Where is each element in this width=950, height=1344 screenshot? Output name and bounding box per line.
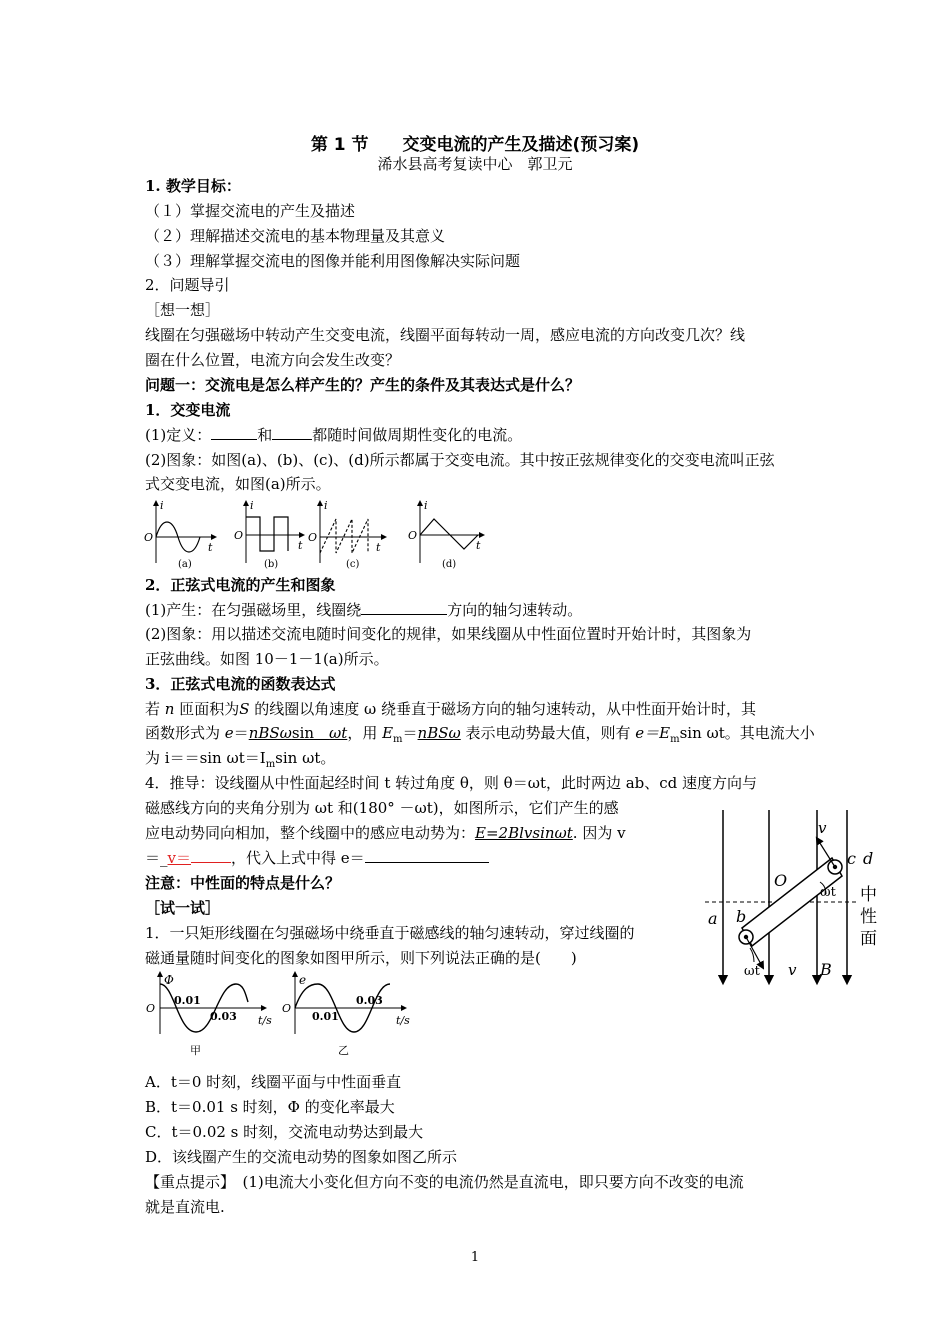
question-one-heading: 问题一：交流电是怎么样产生的？产生的条件及其表达式是什么？ — [145, 376, 581, 394]
graph-a — [144, 499, 214, 570]
derivation-line — [145, 822, 626, 844]
variable-e: e — [224, 724, 234, 742]
graph-caption: (b) — [264, 559, 279, 570]
production-text: 方向的轴匀速转动。 — [447, 601, 583, 619]
label-B: B — [820, 960, 832, 979]
section-heading: 3．正弦式电流的函数表达式 — [145, 675, 336, 693]
author-line: 浠水县高考复读中心 郭卫元 — [377, 155, 573, 173]
text: 函数形式为 — [145, 724, 225, 742]
question-text: 1．一只矩形线圈在匀强磁场中绕垂直于磁感线的轴匀速转动，穿过线圈的 — [145, 924, 635, 942]
fill-blank[interactable] — [272, 424, 312, 440]
think-text: 线圈在匀强磁场中转动产生交变电流，线圈平面每转动一周，感应电流的方向改变几次？线 — [145, 326, 746, 344]
variable-n: n — [164, 700, 175, 718]
formula-answer: E=2Blvsinωt — [475, 824, 573, 842]
axis-label-t: t — [298, 539, 303, 552]
tip-line: 就是直流电. — [145, 1198, 225, 1216]
text: sin ωt。 — [275, 749, 336, 767]
section-heading: 1．交变电流 — [145, 401, 231, 419]
derivation-line — [145, 847, 489, 869]
section-heading: 2．正弦式电流的产生和图象 — [145, 576, 336, 594]
production-text: (1)产生：在匀强磁场里，线圈绕 — [145, 601, 362, 619]
objective-item: （３）理解掌握交流电的图像并能利用图像解决实际问题 — [145, 252, 521, 270]
objective-item: （１）掌握交流电的产生及描述 — [145, 202, 356, 220]
definition-text: 都随时间做周期性变化的电流。 — [312, 426, 523, 444]
label-c: c — [847, 849, 856, 868]
option-d[interactable]: D．该线圈产生的交流电动势的图象如图乙所示 — [145, 1148, 458, 1166]
fill-blank[interactable] — [211, 424, 257, 440]
label-neutral-plane: 面 — [860, 929, 877, 949]
graph-c — [308, 499, 384, 570]
text: e＝E — [635, 724, 671, 742]
flux-emf-graphs — [140, 968, 430, 1058]
label-o: O — [774, 871, 788, 890]
objective-item: （２）理解描述交流电的基本物理量及其意义 — [145, 227, 446, 245]
option-c[interactable]: C．t＝0.02 s 时刻，交流电动势达到最大 — [145, 1123, 424, 1141]
formula-answer: ωt — [329, 724, 348, 742]
subscript: m — [265, 759, 276, 770]
tick-label: 0.01 — [174, 994, 201, 1007]
text: ，用 — [347, 724, 383, 742]
formula-line — [145, 747, 335, 769]
formula-answer: nBSω — [417, 724, 461, 742]
production-line — [145, 599, 582, 621]
tick-label: 0.01 — [312, 1010, 339, 1023]
axis-label-phi: Φ — [164, 973, 174, 987]
tick-label: 0.03 — [210, 1010, 237, 1023]
origin-label: O — [282, 1002, 292, 1015]
variable-s: S — [239, 700, 250, 718]
page-number: 1 — [470, 1250, 480, 1265]
text: ＝_ — [145, 849, 168, 867]
text: . 因为 v — [572, 824, 626, 842]
label-neutral-plane: 中 — [860, 885, 877, 905]
formula-line — [145, 698, 756, 720]
axis-label-t: t — [208, 541, 213, 554]
origin-label: O — [144, 531, 154, 544]
axis-label-t: t/s — [396, 1014, 410, 1027]
text: sin ωt。其电流大小 — [679, 724, 815, 742]
image-description: 式交变电流，如图(a)所示。 — [145, 475, 331, 493]
graph-caption: (a) — [178, 559, 192, 570]
try-heading: ［试一试］ — [145, 899, 221, 917]
page-title: 第 1 节 交变电流的产生及描述(预习案) — [310, 135, 640, 155]
guide-heading: 2．问题导引 — [145, 276, 230, 294]
axis-label-i: i — [324, 499, 328, 512]
origin-label: O — [234, 529, 244, 542]
graph-description: 正弦曲线。如图 10－1－1(a)所示。 — [145, 650, 389, 668]
definition-label: (1)定义： — [145, 426, 212, 444]
label-neutral-plane: 性 — [860, 907, 877, 927]
tip-text: (1)电流大小变化但方向不变的电流仍然是直流电，即只要方向不改变的电流 — [227, 1173, 744, 1191]
graph-caption: (d) — [442, 559, 457, 570]
text: 的线圈以角速度 ω 绕垂直于磁场方向的轴匀速转动，从中性面开始计时，其 — [249, 700, 757, 718]
coil-figure — [700, 800, 890, 990]
text: 匝面积为 — [174, 700, 240, 718]
label-v: v — [788, 961, 797, 979]
axis-label-t: t — [476, 539, 481, 552]
origin-label: O — [308, 531, 318, 544]
note-line: 注意：中性面的特点是什么？ — [145, 874, 341, 892]
graph-description: (2)图象：用以描述交流电随时间变化的规律，如果线圈从中性面位置时开始计时，其图象为 — [145, 625, 752, 643]
image-description: (2)图象：如图(a)、(b)、(c)、(d)所示都属于交变电流。其中按正弦规律变化的交变电流叫正弦 — [145, 451, 775, 469]
fill-blank[interactable] — [365, 847, 489, 863]
text: 表示电动势最大值，则有 — [460, 724, 636, 742]
text: 应电动势同向相加，整个线圈中的感应电动势为： — [145, 824, 476, 842]
axis-label-e: e — [299, 973, 307, 987]
question-text: 磁通量随时间变化的图象如图甲所示，则下列说法正确的是( ) — [145, 949, 577, 967]
graph-yi — [282, 973, 410, 1057]
definition-line — [145, 424, 522, 446]
label-b: b — [736, 907, 747, 926]
axis-label-i: i — [250, 499, 254, 512]
origin-label: O — [408, 529, 418, 542]
label-omega-t: ωt — [744, 964, 760, 979]
option-a[interactable]: A．t＝0 时刻，线圈平面与中性面垂直 — [145, 1073, 402, 1091]
fill-blank[interactable] — [191, 847, 231, 863]
formula-answer: sin — [291, 724, 330, 742]
waveform-graphs — [140, 495, 500, 575]
text: 若 — [145, 700, 165, 718]
graph-d — [408, 499, 482, 570]
subscript: m — [393, 734, 403, 745]
label-a: a — [708, 909, 718, 928]
option-b[interactable]: B．t＝0.01 s 时刻，Φ 的变化率最大 — [145, 1098, 395, 1116]
label-omega-t: ωt — [820, 885, 836, 900]
subscript: m — [670, 734, 680, 745]
axis-label-i: i — [424, 499, 428, 512]
axis-label-i: i — [160, 499, 164, 512]
definition-and: 和 — [257, 426, 273, 444]
fill-blank[interactable] — [361, 599, 447, 615]
formula-answer-red: v＝ — [167, 849, 191, 867]
formula-answer: nBSω — [248, 724, 292, 742]
derivation-line: 4．推导：设线圈从中性面起经时间 t 转过角度 θ，则 θ＝ωt，此时两边 ab、cd 速度方向与 — [145, 774, 758, 792]
label-d: d — [863, 849, 874, 868]
derivation-line: 磁感线方向的夹角分别为 ωt 和(180° －ωt)，如图所示，它们产生的感 — [145, 799, 619, 817]
text: 为 i＝＝sin ωt＝I — [145, 749, 266, 767]
text: ，代入上式中得 e＝ — [231, 849, 365, 867]
text: ＝ — [402, 724, 418, 742]
label-v: v — [818, 819, 827, 837]
objectives-heading: 1. 教学目标： — [145, 177, 241, 195]
graph-b — [234, 499, 303, 570]
think-text: 圈在什么位置，电流方向会发生改变？ — [145, 351, 401, 369]
axis-label-t: t — [376, 541, 381, 554]
tip-label: 【重点提示】 — [145, 1173, 228, 1191]
variable-em: E — [382, 724, 394, 742]
graph-caption: 甲 — [190, 1044, 201, 1057]
graph-jia — [146, 973, 272, 1057]
tick-label: 0.03 — [356, 994, 383, 1007]
origin-label: O — [146, 1002, 156, 1015]
think-label: ［想一想］ — [145, 301, 221, 319]
text: ＝ — [233, 724, 249, 742]
graph-caption: 乙 — [338, 1044, 349, 1057]
graph-caption: (c) — [346, 559, 360, 570]
axis-label-t: t/s — [258, 1014, 272, 1027]
tip-line — [145, 1171, 744, 1193]
formula-line — [145, 722, 815, 744]
